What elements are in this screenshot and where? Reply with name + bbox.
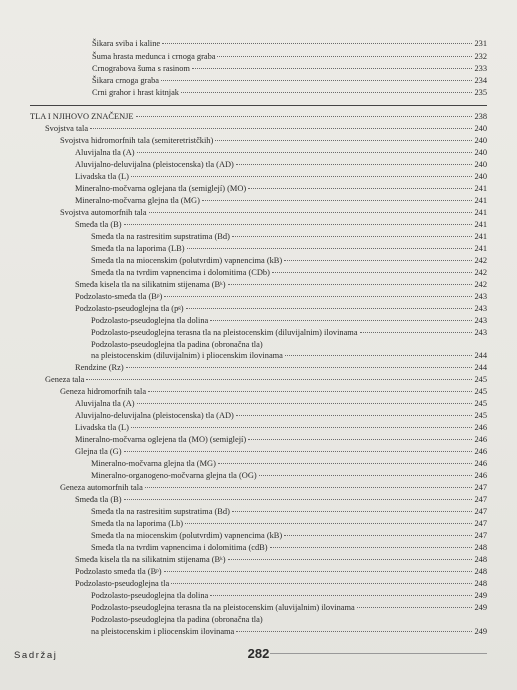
- dot-leader: [217, 56, 472, 57]
- toc-entry-title: Aluvijalno-deluvijalna (pleistocenska) tla (AD): [75, 411, 234, 420]
- toc-entry-title: Crni grahor i hrast kitnjak: [92, 88, 179, 97]
- toc-entry-page: 243: [474, 316, 487, 325]
- toc-entry-title: Aluvijalno-deluvijalna (pleistocenska) tla (AD): [75, 160, 234, 169]
- dot-leader: [236, 415, 473, 416]
- dot-leader: [149, 212, 473, 213]
- toc-entry-page: 241: [474, 232, 487, 241]
- dot-leader: [86, 379, 472, 380]
- toc-entry-title: Podzolasto-pseudoglejna terasna tla na pleistocenskim (diluvijalnim) ilovinama: [91, 328, 358, 337]
- toc-entry: [91, 255, 487, 267]
- toc-entry: [91, 231, 487, 243]
- toc-entry-page: 248: [474, 543, 487, 552]
- dot-leader: [272, 272, 473, 273]
- toc-entry: [75, 446, 487, 458]
- dot-leader: [218, 463, 473, 464]
- toc-entry-page: 249: [474, 627, 487, 636]
- toc-entry-page: 240: [474, 136, 487, 145]
- toc-entry: [92, 87, 487, 99]
- toc-entry: [45, 374, 487, 386]
- toc-entry-title: Smeđa tla (B): [75, 495, 122, 504]
- toc-entry-page: 241: [474, 244, 487, 253]
- toc-entry-page: 238: [474, 112, 487, 121]
- dot-leader: [124, 499, 473, 500]
- toc-entry: [60, 386, 487, 398]
- dot-leader: [171, 583, 472, 584]
- dot-leader: [186, 308, 473, 309]
- dot-leader: [248, 439, 472, 440]
- toc-entry: [91, 350, 487, 362]
- toc-entry-title: Aluvijalna tla (A): [75, 148, 135, 157]
- toc-entry: [75, 147, 487, 159]
- toc-entry-page: 245: [474, 411, 487, 420]
- dot-leader: [185, 523, 472, 524]
- toc-entry: [91, 518, 487, 530]
- dot-leader: [202, 200, 473, 201]
- toc-entry-title: Mineralno-organogeno-močvarna glejna tla (OG): [91, 471, 257, 480]
- dot-leader: [137, 403, 473, 404]
- toc-entry-page: 241: [474, 220, 487, 229]
- toc-entry-page: 242: [474, 256, 487, 265]
- toc-entry: [91, 470, 487, 482]
- toc-entry: [91, 602, 487, 614]
- toc-entry-title: Smeđa kisela tla na silikatnim stijenama (Bᵏ): [75, 555, 226, 564]
- toc-entry-page: 243: [474, 328, 487, 337]
- toc-entry-page: 247: [474, 519, 487, 528]
- toc-entry: [91, 530, 487, 542]
- toc-entry-page: 233: [474, 64, 487, 73]
- toc-entry-page: 242: [474, 280, 487, 289]
- dot-leader: [236, 631, 472, 632]
- toc-entry-page: 247: [474, 531, 487, 540]
- toc-entry-title: Rendzine (Rz): [75, 363, 124, 372]
- toc-entry: [75, 183, 487, 195]
- dot-leader: [210, 595, 472, 596]
- toc-entry-title: na pleistocenskim i pliocenskim ilovinama: [91, 627, 235, 636]
- dot-leader: [357, 607, 473, 608]
- toc-entry-title: Šikara sviba i kaline: [92, 39, 161, 48]
- toc-entry-page: 244: [474, 351, 487, 360]
- dot-leader: [187, 248, 473, 249]
- toc-entry-page: 240: [474, 124, 487, 133]
- toc-entry-title: Šuma hrasta medunca i crnoga graba: [92, 52, 216, 61]
- dot-leader: [284, 260, 472, 261]
- toc-entry: [91, 506, 487, 518]
- dot-leader: [90, 128, 472, 129]
- toc-entry-page: 240: [474, 160, 487, 169]
- toc-entry-page: 242: [474, 268, 487, 277]
- toc-entry-title: Aluvijalna tla (A): [75, 399, 135, 408]
- toc-entry-title: Podzolasto-pseudoglejna tla: [75, 579, 170, 588]
- toc-entry-page: 245: [474, 399, 487, 408]
- footer-divider: [270, 653, 487, 654]
- toc-entry-page: 247: [474, 483, 487, 492]
- toc-entry-title: Smeđa tla na miocenskim (polutvrdim) vapnencima (kB): [91, 256, 283, 265]
- dot-leader: [192, 68, 473, 69]
- toc-entry: [92, 75, 487, 87]
- toc-entry-page: 231: [474, 39, 487, 48]
- toc-entry: [75, 434, 487, 446]
- dot-leader: [131, 427, 472, 428]
- toc-entry: [75, 398, 487, 410]
- dot-leader: [236, 164, 473, 165]
- toc-entry-title: Smeđa kisela tla na silikatnim stijenama (Bᵏ): [75, 280, 226, 289]
- toc-entry-title: Svojstva automorfnih tala: [60, 208, 147, 217]
- toc-entry-page: 247: [474, 495, 487, 504]
- toc-entry: [75, 410, 487, 422]
- toc-entry-title: Smeđa tla (B): [75, 220, 122, 229]
- toc-entry: [75, 195, 487, 207]
- toc-entry-page: 234: [474, 76, 487, 85]
- toc-entry: [75, 554, 487, 566]
- toc-entry-title: Svojstva tala: [45, 124, 89, 133]
- toc-entry: [75, 171, 487, 183]
- toc-entry-title: Podzolasto-pseudoglejna tla padina (obronačna tla): [91, 615, 263, 624]
- toc-entry-title: Smeđa tla na laporima (Lb): [91, 519, 184, 528]
- toc-entry: [75, 291, 487, 303]
- toc-entry-page: 248: [474, 567, 487, 576]
- toc-entry-page: 244: [474, 363, 487, 372]
- toc-entry: [91, 614, 487, 626]
- toc-entry-page: 246: [474, 447, 487, 456]
- toc-entry-title: Mineralno-močvarna oglejena tla (MO) (semiglejí): [75, 435, 247, 444]
- toc-entry-title: Podzolasto-smeđa tla (Bᵖ): [75, 292, 163, 301]
- dot-leader: [228, 559, 473, 560]
- dot-leader: [136, 116, 473, 117]
- toc-entry-title: Smeđa tla na tvrdim vapnencima i dolomitima (CDb): [91, 268, 270, 277]
- toc-entry-title: Podzolasto smeđa tla (Bᵖ): [75, 567, 162, 576]
- dot-leader: [124, 451, 473, 452]
- toc-entry: [91, 327, 487, 339]
- toc-entry-page: 232: [474, 52, 487, 61]
- toc-entry-page: 246: [474, 435, 487, 444]
- dot-leader: [164, 571, 473, 572]
- dot-leader: [248, 188, 472, 189]
- toc-entry: [92, 38, 487, 50]
- dot-leader: [126, 367, 473, 368]
- toc-entry-title: Geneza automorfnih tala: [60, 483, 143, 492]
- toc-entry: [60, 207, 487, 219]
- toc-entry: [75, 494, 487, 506]
- dot-leader: [137, 152, 473, 153]
- toc-entry-title: TLA I NJIHOVO ZNAČENJE: [30, 112, 134, 121]
- toc-entry-title: Geneza tala: [45, 375, 85, 384]
- toc-entry-title: na pleistocenskim (diluvijalnim) i pliocenskim ilovinama: [91, 351, 283, 360]
- toc-entry-page: 248: [474, 579, 487, 588]
- dot-leader: [285, 355, 473, 356]
- dot-leader: [232, 511, 473, 512]
- toc-entry: [60, 135, 487, 147]
- toc-entry-title: Šikara crnoga graba: [92, 76, 159, 85]
- toc-entry-title: Livadska tla (L): [75, 423, 129, 432]
- toc-entry-page: 243: [474, 292, 487, 301]
- toc-entry-page: 245: [474, 375, 487, 384]
- toc-entry-title: Svojstva hidromorfnih tala (semiteretristčkih): [60, 136, 214, 145]
- toc-entry-title: Smeđa tla na tvrdim vapnencima i dolomitima (cdB): [91, 543, 268, 552]
- toc-entry: [75, 578, 487, 590]
- dot-leader: [210, 320, 472, 321]
- toc-entry-page: 240: [474, 148, 487, 157]
- toc-entry-title: Podzolasto-pseudoglejna tla dolina: [91, 591, 209, 600]
- dot-leader: [215, 140, 472, 141]
- toc-entry-title: Smeđa tla na rastresitim supstratima (Bd): [91, 507, 230, 516]
- dot-leader: [284, 535, 472, 536]
- toc-entry-title: Smeđa tla na laporima (LB): [91, 244, 185, 253]
- toc-entry-title: Mineralno-močvarna glejna tla (MG): [75, 196, 200, 205]
- toc-entry: [75, 279, 487, 291]
- toc-entry-page: 248: [474, 555, 487, 564]
- toc-entry: [91, 267, 487, 279]
- dot-leader: [360, 332, 473, 333]
- toc-entry: [45, 123, 487, 135]
- dot-leader: [164, 296, 472, 297]
- toc-entry-title: Crnograbova šuma s rasinom: [92, 64, 190, 73]
- dot-leader: [181, 92, 472, 93]
- toc-entry-page: 246: [474, 423, 487, 432]
- toc-entry-page: 235: [474, 88, 487, 97]
- toc-entry: [75, 159, 487, 171]
- dot-leader: [232, 236, 473, 237]
- dot-leader: [228, 284, 473, 285]
- footer-page-number: 282: [247, 646, 270, 661]
- toc-entry: [75, 566, 487, 578]
- dot-leader: [145, 487, 473, 488]
- toc-entry: [91, 542, 487, 554]
- toc-entry-title: Mineralno-močvarna glejna tla (MG): [91, 459, 216, 468]
- toc-entry-title: Podzolasto-pseudoglejna tla (pᵍ): [75, 304, 184, 313]
- toc-entry-page: 249: [474, 591, 487, 600]
- toc-entry-title: Livadska tla (L): [75, 172, 129, 181]
- toc-entry-title: Geneza hidromorfnih tala: [60, 387, 147, 396]
- toc-entry-page: 246: [474, 471, 487, 480]
- toc-entry: [92, 51, 487, 63]
- toc-entry: [92, 63, 487, 75]
- toc-entry-title: Smeđa tla na miocenskim (polutvrdim) vapnencima (kB): [91, 531, 283, 540]
- toc-entry: [91, 315, 487, 327]
- toc-entry-page: 240: [474, 172, 487, 181]
- toc-entry-page: 241: [474, 208, 487, 217]
- dot-leader: [148, 391, 472, 392]
- toc-entry-page: 241: [474, 184, 487, 193]
- toc-entry: [75, 362, 487, 374]
- toc-entry-title: Mineralno-močvarna oglejana tla (semiglejí) (MO): [75, 184, 247, 193]
- toc-entry-title: Glejna tla (G): [75, 447, 122, 456]
- toc-entry-title: Podzolasto-pseudoglejna terasna tla na pleistocenskim (aluvijalnim) ilovinama: [91, 603, 355, 612]
- toc-entry-page: 245: [474, 387, 487, 396]
- toc-entry-title: Podzolasto-pseudoglejna tla dolina: [91, 316, 209, 325]
- toc-entry-page: 241: [474, 196, 487, 205]
- toc-entry-title: Smeđa tla na rastresitim supstratima (Bd): [91, 232, 230, 241]
- section-divider: [30, 105, 487, 106]
- toc-entry: [30, 111, 487, 123]
- dot-leader: [161, 80, 472, 81]
- toc-entry: [91, 243, 487, 255]
- toc-entry: [75, 219, 487, 231]
- dot-leader: [124, 224, 473, 225]
- toc-entry-page: 247: [474, 507, 487, 516]
- dot-leader: [270, 547, 473, 548]
- toc-entry: [91, 590, 487, 602]
- toc-entry-page: 246: [474, 459, 487, 468]
- toc-entry: [91, 626, 487, 638]
- toc-entry-title: Podzolasto-pseudoglejna tla padina (obronačna tla): [91, 340, 263, 349]
- dot-leader: [259, 475, 473, 476]
- toc-entry: [60, 482, 487, 494]
- toc-entry: [75, 303, 487, 315]
- dot-leader: [162, 43, 472, 44]
- toc-entry-page: 249: [474, 603, 487, 612]
- toc-entry: [91, 458, 487, 470]
- toc-entry-page: 243: [474, 304, 487, 313]
- dot-leader: [131, 176, 472, 177]
- toc-entry: [75, 422, 487, 434]
- footer-section-label: Sadržaj: [14, 650, 58, 661]
